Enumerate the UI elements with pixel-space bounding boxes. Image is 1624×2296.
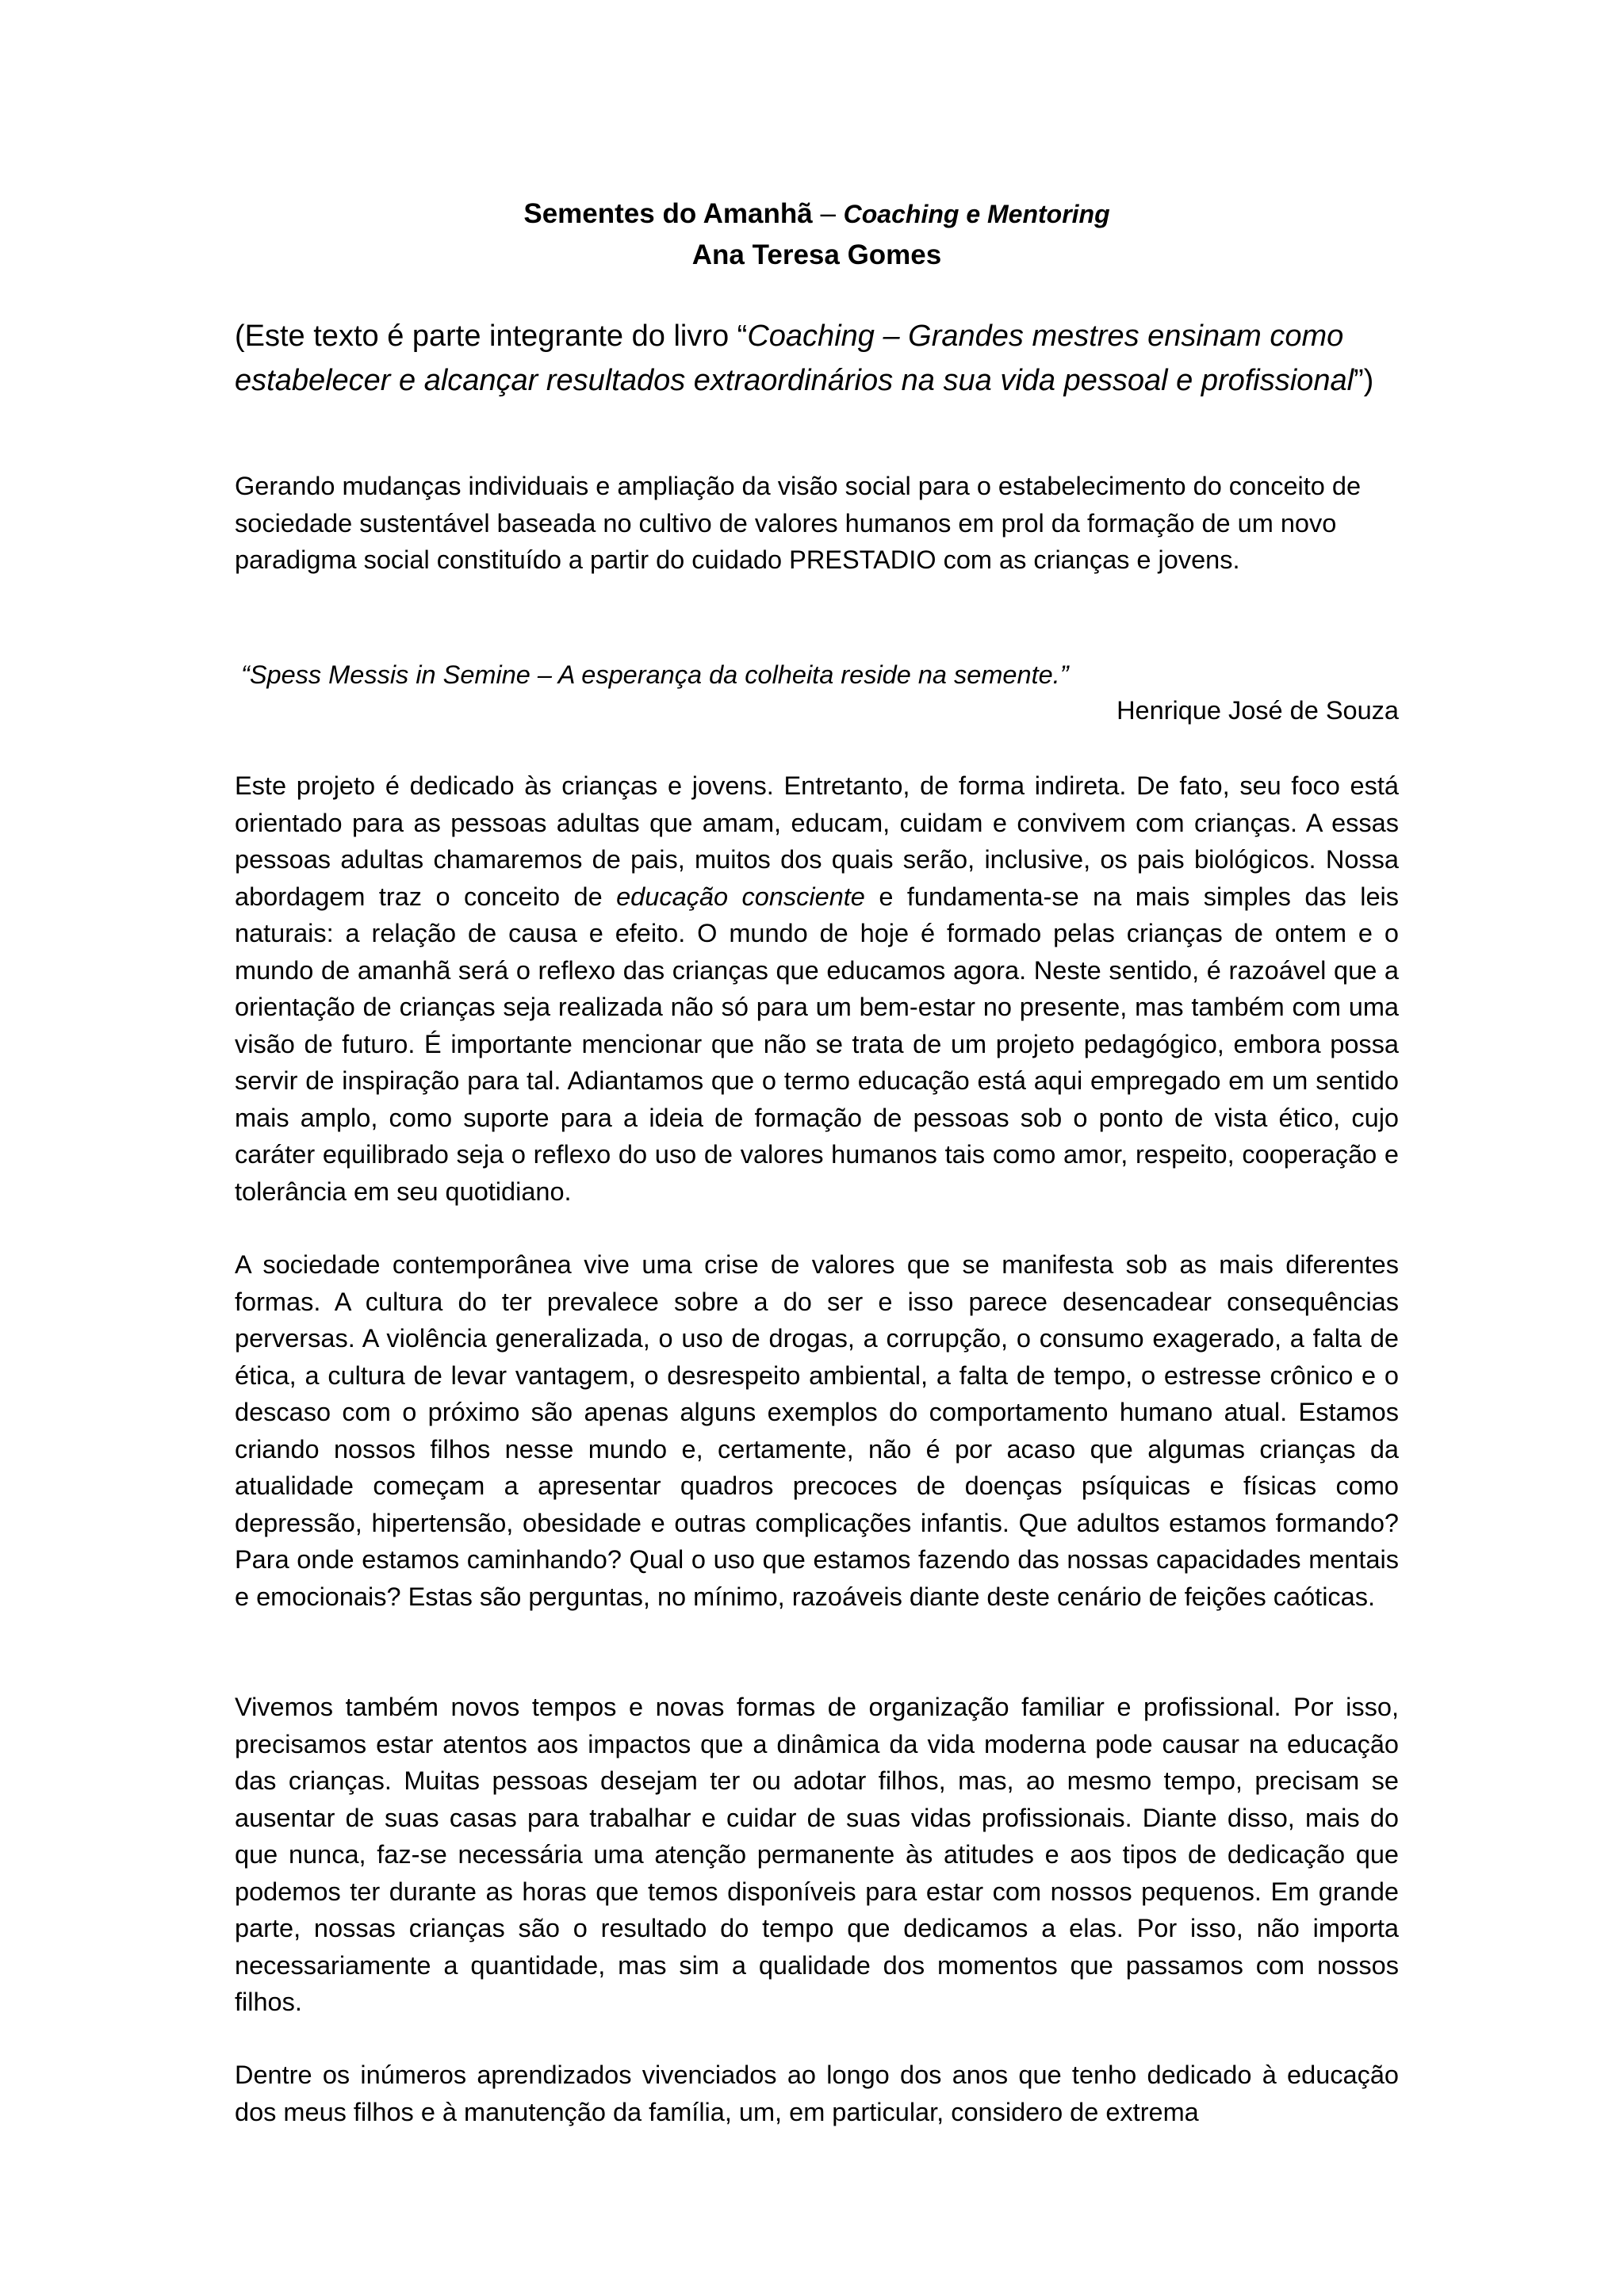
paragraph-dedication — [235, 767, 1399, 1210]
title-main: Sementes do Amanhã — [523, 198, 813, 229]
intro-prefix: (Este texto é parte integrante do livro “ — [235, 320, 748, 353]
epigraph-quote: “Spess Messis in Semine – A esperança da colheita reside na semente.” — [241, 660, 1069, 689]
title-subtitle: Coaching e Mentoring — [843, 200, 1110, 228]
book-reference — [235, 314, 1399, 403]
book-title: Coaching – Grandes mestres ensinam como estabelecer e alcançar resultados extraordinários na sua vida pessoal e profissional — [235, 320, 1354, 397]
intro-suffix: ”) — [1354, 364, 1374, 397]
paragraph-new-times: Vivemos também novos tempos e novas formas de organização familiar e profissional. Por isso, precisamos estar atentos aos impactos que a dinâmica da vida moderna pode causar na educação das crianças. Muitas pessoas desejam ter ou adotar filhos, mas, ao mesmo tempo, precisam se ausentar de suas casas para trabalhar e cuidar de suas vidas profissionais. Diante disso, mais do que nunca, faz-se necessária uma atenção permanente às atitudes e aos tipos de dedicação que podemos ter durante as horas que temos disponíveis para estar com nossos pequenos. Em grande parte, nossas crianças são o resultado do tempo que dedicamos a elas. Por isso, não importa necessariamente a quantidade, mas sim a qualidade dos momentos que passamos com nossos filhos. — [235, 1693, 1399, 2016]
document-title — [235, 195, 1399, 233]
paragraph-summary: Gerando mudanças individuais e ampliação da visão social para o estabelecimento do conceito de sociedade sustentável baseada no cultivo de valores humanos em prol da formação de um novo paradigma social constituído a partir do cuidado PRESTADIO com as crianças e jovens. — [235, 472, 1362, 574]
paragraph-learnings: Dentre os inúmeros aprendizados vivenciados ao longo dos anos que tenho dedicado à educação dos meus filhos e à manutenção da família, um, em particular, considero de extrema — [235, 2061, 1399, 2126]
paragraph-2-before: Este projeto é dedicado às crianças e jovens. Entretanto, de forma indireta. De fato, seu foco está orientado para as pessoas adultas que amam, educam, cuidam e convivem com crianças. A essas pessoas adultas chamaremos de pais, muitos dos quais serão, inclusive, os pais biológicos. Nossa abordagem traz o conceito de — [235, 771, 1399, 911]
paragraph-society: A sociedade contemporânea vive uma crise de valores que se manifesta sob as mais diferentes formas. A cultura do ter prevalece sobre a do ser e isso parece desencadear consequências perversas. A violência generalizada, o uso de drogas, a corrupção, o consumo exagerado, a falta de ética, a cultura de levar vantagem, o desrespeito ambiental, a falta de tempo, o estresse crônico e o descaso com o próximo são apenas alguns exemplos do comportamento humano atual. Estamos criando nossos filhos nesse mundo e, certamente, não é por acaso que algumas crianças da atualidade começam a apresentar quadros precoces de doenças psíquicas e físicas como depressão, hipertensão, obesidade e outras complicações infantis. Que adultos estamos formando? Para onde estamos caminhando? Qual o uso que estamos fazendo das nossas capacidades mentais e emocionais? Estas são perguntas, no mínimo, razoáveis diante deste cenário de feições caóticas. — [235, 1250, 1399, 1611]
document-author: Ana Teresa Gomes — [691, 239, 942, 270]
epigraph-author: Henrique José de Souza — [1116, 696, 1399, 725]
paragraph-2-after: e fundamenta-se na mais simples das leis naturais: a relação de causa e efeito. O mundo de hoje é formado pelas crianças de ontem e o mundo de amanhã será o reflexo das crianças que educamos agora. Neste sentido, é razoável que a orientação de crianças seja realizada não só para um bem-estar no presente, mas também com uma visão de futuro. É importante mencionar que não se trata de um projeto pedagógico, embora possa servir de inspiração para tal. Adiantamos que o termo educação está aqui empregado em um sentido mais amplo, como suporte para a ideia de formação de pessoas sob o ponto de vista ético, cujo caráter equilibrado seja o reflexo do uso de valores humanos tais como amor, respeito, cooperação e tolerância em seu quotidiano. — [235, 882, 1399, 1206]
title-dash: – — [812, 198, 844, 229]
paragraph-2-emphasis: educação consciente — [616, 882, 865, 911]
